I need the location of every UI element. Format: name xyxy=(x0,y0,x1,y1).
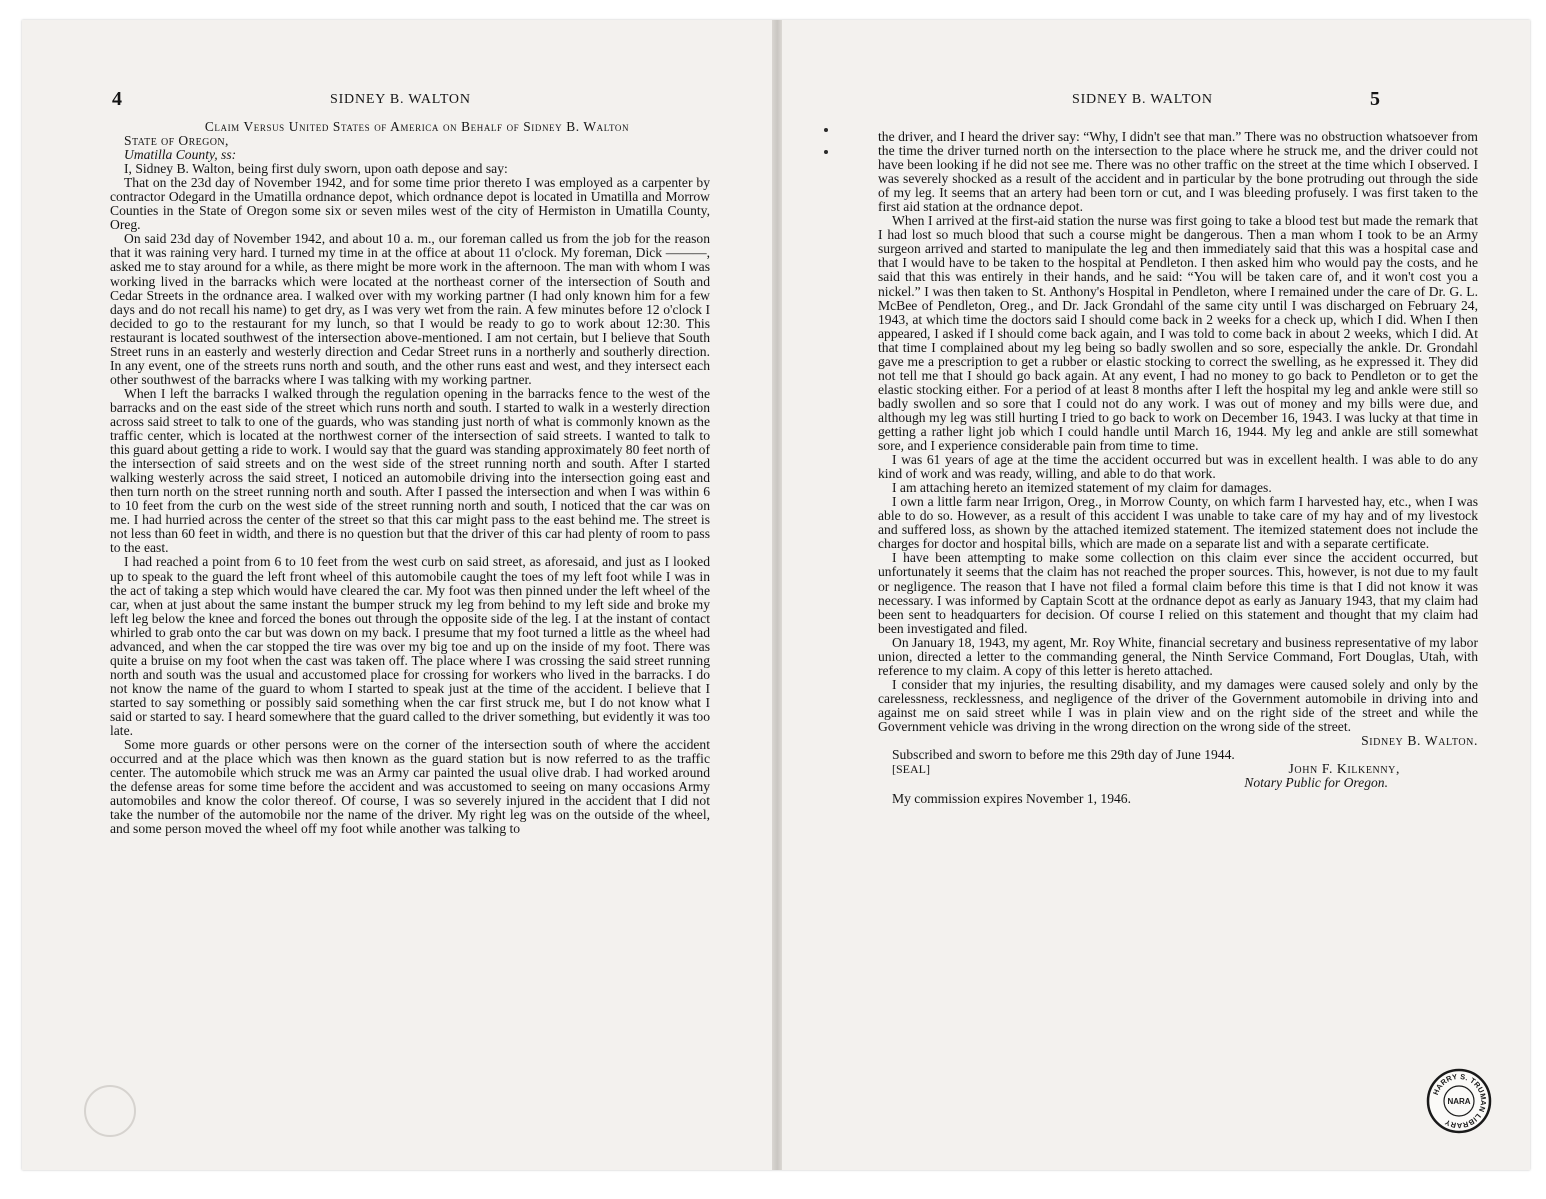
left-page-body xyxy=(110,120,710,836)
paragraph: When I left the barracks I walked through the regulation opening in the barracks fence to the west of the barracks and on the east side of the street which runs north and south. I started to walk in a westerly direction across said street to talk to one of the guards, who was standing just north of what is commonly known as the traffic center, which is located at the northwest corner of the intersection of said streets. I wanted to talk to this guard about getting a ride to work. I would say that the guard was standing approximately 80 feet north of the intersection of said streets and on the west side of the street running north and south. After I started walking westerly across the said street, I noticed an automobile driving into the intersection going east and then turn north on the street running north and south. After I passed the intersection and when I was within 6 to 10 feet from the curb on the west side of the street running north and south, I noticed that the car was on me. I had hurried across the center of the street so that this car might pass to the east behind me. The street is not less than 60 feet in width, and there is no question but that the driver of this car had plenty of room to pass to the east. xyxy=(110,385,710,556)
affiant-signature: Sidney B. Walton. xyxy=(1361,733,1478,749)
left-page xyxy=(22,20,774,1170)
paragraph: I consider that my injuries, the resulting disability, and my damages were caused solely and only by the carelessness, recklessness, and negligence of the driver of the Government automobile in driving into and against me on said street while I was in plain view and on the right side of the street and while the Government vehicle was driving in the wrong direction on the wrong side of the street. xyxy=(878,676,1478,734)
commission-line: My commission expires November 1, 1946. xyxy=(892,791,1131,807)
state-line: State of Oregon, xyxy=(124,133,229,149)
running-head: SIDNEY B. WALTON xyxy=(1072,92,1213,107)
subscribed-line: Subscribed and sworn to before me this 29th day of June 1944. xyxy=(892,747,1235,763)
county-line: Umatilla County, ss: xyxy=(124,147,237,163)
paragraph: On January 18, 1943, my agent, Mr. Roy White, financial secretary and business representative of my labor union, directed a letter to the commanding general, the Ninth Service Command, Fort Douglas, Utah, with reference to my claim. A copy of this letter is hereto attached. xyxy=(878,634,1478,678)
claim-title: Claim Versus United States of America on Behalf of Sidney B. Walton xyxy=(204,119,630,134)
archive-stamp-center: NARA xyxy=(1447,1097,1471,1106)
notary-block xyxy=(878,762,1478,792)
page-number: 4 xyxy=(112,88,122,110)
document-spread xyxy=(22,20,1530,1170)
faint-stamp-bleed xyxy=(84,1085,136,1137)
notary-name: John F. Kilkenny, xyxy=(1288,761,1400,777)
page-number: 5 xyxy=(1370,88,1380,110)
notary-title: Notary Public for Oregon. xyxy=(1244,775,1388,791)
paragraph: I am attaching hereto an itemized statement of my claim for damages. xyxy=(892,480,1272,496)
paragraph: When I arrived at the first-aid station the nurse was first going to take a blood test but made the remark that I had lost so much blood that such a course might be dangerous. Then a man whom I took to be an Army surgeon arrived and started to manipulate the leg and then immediately said that this was a hospital case and that I would have to be taken to the hospital at Pendleton. I then asked him who would pay the costs, and he said that this was entirely in their hands, and he said: “You will be taken care of, and it won't cost you a nickel.” I was then taken to St. Anthony's Hospital in Pendleton, where I remained under the care of Dr. G. L. McBee of Pendleton, Oreg., and Dr. Jack Grondahl of the same city until I was discharged on February 24, 1943, at which time the doctors said I should come back in 2 weeks for a check up, which I did. When I then appeared, I asked if I should come back again, and I was told to come back in about 2 weeks, which I did. At that time I complained about my leg being so badly swollen and so sore, especially the ankle. Dr. Grondahl gave me a prescription to get a rubber or elastic stocking to correct the swelling, as he expressed it. They did not tell me that I should go back again. At any event, I had no money to go back to Pendleton or to get the elastic stocking either. For a period of at least 8 months after I left the hospital my leg and ankle were still so badly swollen and so sore that I could not do any work. I was out of money and my bills were due, and although my leg was still hurting I tried to go back to work on December 16, 1943. I was lucky at that time in getting a rather light job which I could handle until March 16, 1944. My leg and ankle are still somewhat sore, and I experience considerable pain from time to time. xyxy=(878,213,1478,454)
paragraph: I own a little farm near Irrigon, Oreg., in Morrow County, on which farm I harvested hay, etc., when I was able to do so. However, as a result of this accident I was unable to take care of my hay and of my livestock and suffered loss, as shown by the attached itemized statement. The itemized statement does not include the charges for doctor and hospital bills, which are made on a separate list and with a separate certificate. xyxy=(878,494,1478,552)
paragraph: That on the 23d day of November 1942, and for some time prior thereto I was employed as a carpenter by contractor Odegard in the Umatilla ordnance depot, which ordnance depot is located in Umatilla and Morrow Counties in the State of Oregon some six or seven miles west of the city of Hermiston in Umatilla County, Oreg. xyxy=(110,175,710,233)
archive-stamp-text: HARRY S. TRUMAN LIBRARY xyxy=(1431,1071,1489,1131)
paragraph: I have been attempting to make some collection on this claim ever since the accident occurred, but unfortunately it seems that the claim has not reached the proper sources. This, however, is not due to my fault or negligence. The reason that I have not filed a formal claim before this time is that I did not know it was necessary. I was informed by Captain Scott at the ordnance depot as early as January 1943, that my claim had been sent to headquarters for decision. Of course I relied on this statement and thought that my claim had been investigated and filed. xyxy=(878,550,1478,636)
paragraph: I was 61 years of age at the time the accident occurred but was in excellent health. I was able to do any kind of work and was ready, willing, and able to do that work. xyxy=(878,452,1478,482)
punch-mark xyxy=(824,128,828,132)
right-page-body xyxy=(878,130,1478,806)
paragraph: I, Sidney B. Walton, being first duly sworn, upon oath depose and say: xyxy=(124,161,508,177)
paragraph: On said 23d day of November 1942, and about 10 a. m., our foreman called us from the job for the reason that it was raining very hard. I turned my time in at the office at about 11 o'clock. My foreman, Dick ———, asked me to stay around for a while, as there might be more work in the afternoon. The man with whom I was working lived in the barracks which were located at the northeast corner of the intersection of South and Cedar Streets in the ordnance area. I walked over with my working partner (I had only known him for a few days and do not recall his name) to get dry, as I was very wet from the rain. A few minutes before 12 o'clock I decided to go to the restaurant for my lunch, so that I would be ready to go to work about 12:30. This restaurant is located southwest of the intersection above-mentioned. I am not certain, but I believe that South Street runs in an easterly and westerly direction and Cedar Street runs in a northerly and southerly direction. In any event, one of the streets runs north and south, and the other runs east and west, and they intersect each other southwest of the barracks where I was talking with my working partner. xyxy=(110,231,710,387)
seal-label: [SEAL] xyxy=(892,762,930,777)
archive-stamp xyxy=(1426,1068,1492,1134)
running-head: SIDNEY B. WALTON xyxy=(330,92,471,107)
paragraph: Some more guards or other persons were on the corner of the intersection south of where the accident occurred and at the place which was then known as the guard station but is now referred to as the traffic center. The automobile which struck me was an Army car painted the usual olive drab. I had worked around the defense areas for some time before the accident and was accustomed to seeing on many occasions Army automobiles and know the color thereof. Of course, I was so severely injured in the accident that I did not take the number of the automobile nor the name of the driver. My right leg was on the outside of the wheel, and some person moved the wheel off my foot while another was talking to xyxy=(110,737,710,837)
punch-mark xyxy=(824,150,828,154)
right-page xyxy=(782,20,1530,1170)
paragraph: I had reached a point from 6 to 10 feet from the west curb on said street, as aforesaid, and just as I looked up to speak to the guard the left front wheel of this automobile caught the toes of my left foot while I was in the act of taking a step which would have cleared the car. My foot was then pinned under the left wheel of the car, when at just about the same instant the bumper struck my leg from behind to my left side and broke my left leg below the knee and forced the bones out through the opposite side of the leg. I at the instant of contact whirled to grab onto the car but was down on my back. I presume that my foot turned a little as the wheel had advanced, and when the car stopped the tire was over my big toe and up on the inside of my foot. There was quite a bruise on my foot when the cast was taken off. The place where I was crossing the said street running north and south was the usual and accustomed place for crossing for workers who lived in the barracks. I do not know the name of the guard to whom I started to speak just at the time of the accident. I believe that I started to say something or possibly said something when the car first struck me, but I do not know what I said or started to say. I heard somewhere that the guard called to the driver something, but evidently it was too late. xyxy=(110,554,710,739)
paragraph: the driver, and I heard the driver say: “Why, I didn't see that man.” There was no obstruction whatsoever from the time the driver turned north on the intersection to the place where he struck me, and the driver could not have been looking if he did not see me. There was no other traffic on the street at the time which I observed. I was severely shocked as a result of the accident and in particular by the bone protruding out through the side of my leg. It seems that an artery had been torn or cut, and I was bleeding profusely. I was first taken to the first aid station at the ordnance depot. xyxy=(878,129,1478,215)
